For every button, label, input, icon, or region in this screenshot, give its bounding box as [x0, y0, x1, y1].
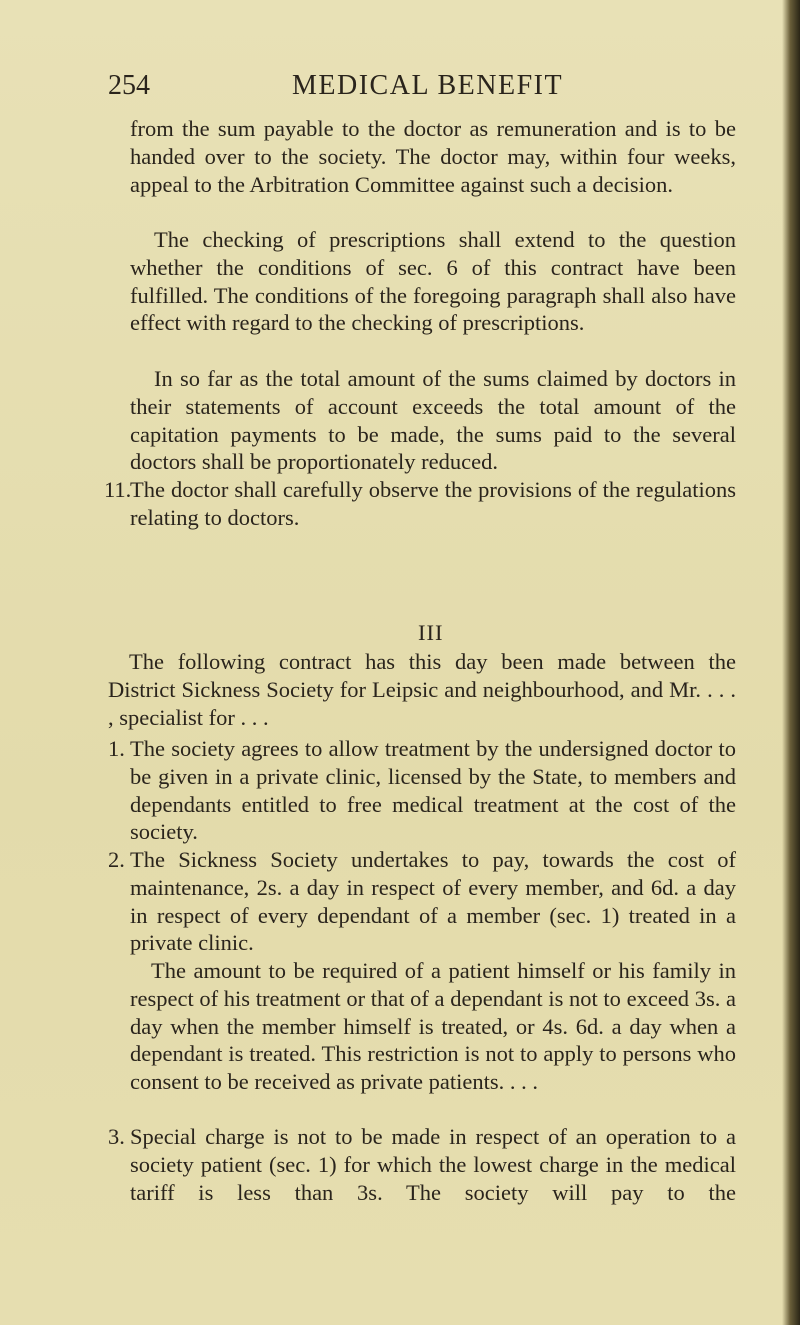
- page-header: [108, 70, 768, 110]
- clause-2-paragraph: The amount to be required of a patient himself or his family in respect of his treatment or that of a dependant is not to exceed 3s. a day when the member himself is treated, or 4s. 6d. a day when a dependant is treated. This restriction is not to apply to persons who consent to be received as private patients. . . .: [130, 958, 736, 1095]
- clause-3-number: 3.: [108, 1124, 125, 1149]
- clause-1-text: The society agrees to allow treatment by the undersigned doctor to be given in a private clinic, licensed by the State, to members and dependants entitled to free medical treatment at the cost of the society.: [130, 736, 736, 845]
- paragraph-continuation: from the sum payable to the doctor as remuneration and is to be handed over to the society. The doctor may, within four weeks, appeal to the Arbitration Committee against such a decision.: [130, 116, 736, 197]
- running-head: MEDICAL BENEFIT: [292, 70, 564, 101]
- clause-11-number: 11.: [104, 477, 132, 502]
- paragraph-prescription-checking: The checking of prescriptions shall extend to the question whether the conditions of sec. 6 of this contract have been fulfilled. The conditions of the foregoing paragraph shall also have effect with regard to the checking of prescriptions.: [130, 227, 736, 336]
- page-number: 254: [108, 70, 150, 101]
- clause-2-number: 2.: [108, 847, 125, 872]
- contract-intro: The following contract has this day been made between the District Sickness Society for Leipsic and neighbourhood, and Mr. . . . , specialist for . . .: [108, 649, 736, 730]
- page-edge-shadow: [782, 0, 800, 1325]
- paragraph-proportional-reduction: In so far as the total amount of the sums claimed by doctors in their statements of account exceeds the total amount of the capitation payments to be made, the sums paid to the several doctors shall be proportionately reduced.: [130, 366, 736, 475]
- section-heading: III: [418, 620, 444, 645]
- clause-3-text: Special charge is not to be made in respect of an operation to a society patient (sec. 1) for which the lowest charge in the medical tariff is less than 3s. The society will pay to the: [130, 1124, 736, 1205]
- clause-2-text: The Sickness Society undertakes to pay, towards the cost of maintenance, 2s. a day in respect of every member, and 6d. a day in respect of every dependant of a member (sec. 1) treated in a private clinic.: [130, 847, 736, 956]
- clause-11-text: The doctor shall carefully observe the provisions of the regulations relating to doctors.: [130, 477, 736, 530]
- clause-1-number: 1.: [108, 736, 125, 761]
